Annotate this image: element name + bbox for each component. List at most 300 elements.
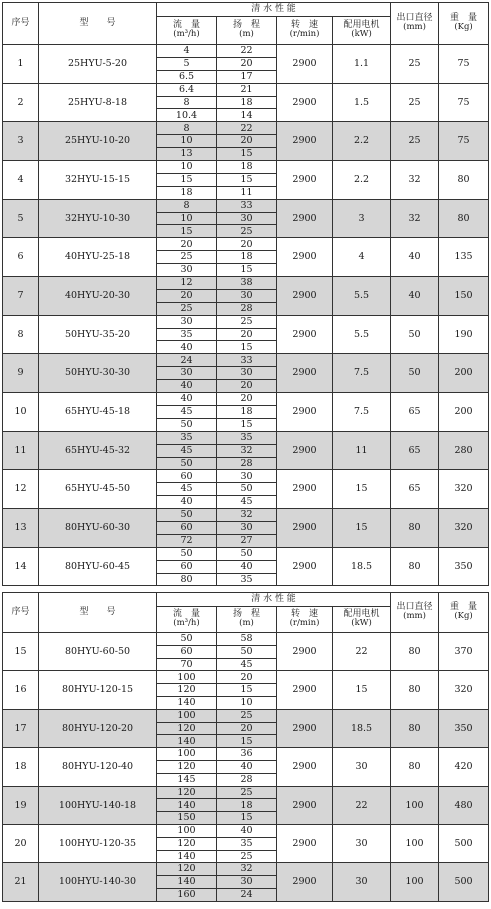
row-head: 40 xyxy=(217,824,277,837)
row-head: 22 xyxy=(217,45,277,58)
table-row xyxy=(3,393,489,406)
row-flow: 140 xyxy=(157,735,217,748)
row-head: 21 xyxy=(217,83,277,96)
row-outlet: 80 xyxy=(391,547,439,586)
row-head: 32 xyxy=(217,863,277,876)
row-head: 20 xyxy=(217,57,277,70)
row-head: 30 xyxy=(217,289,277,302)
col-power xyxy=(333,607,391,633)
col-outlet-unit: (mm) xyxy=(403,611,426,622)
col-weight-unit: (Kg) xyxy=(454,611,473,622)
row-outlet: 32 xyxy=(391,161,439,200)
row-flow: 100 xyxy=(157,824,217,837)
table-row xyxy=(3,863,489,876)
col-model: 型 号 xyxy=(39,3,157,45)
row-no: 10 xyxy=(3,393,39,432)
row-flow: 45 xyxy=(157,483,217,496)
row-head: 20 xyxy=(217,328,277,341)
row-weight: 80 xyxy=(439,199,489,238)
row-speed: 2900 xyxy=(277,315,333,354)
row-head: 30 xyxy=(217,521,277,534)
row-head: 33 xyxy=(217,199,277,212)
row-head: 20 xyxy=(217,722,277,735)
row-flow: 50 xyxy=(157,509,217,522)
row-head: 30 xyxy=(217,876,277,889)
row-model: 100HYU-140-30 xyxy=(39,863,157,901)
row-outlet: 80 xyxy=(391,633,439,671)
col-weight-label: 重 量 xyxy=(450,602,478,613)
row-outlet: 80 xyxy=(391,748,439,786)
row-flow: 10 xyxy=(157,135,217,148)
col-outlet-label: 出口直径 xyxy=(396,602,433,613)
row-no: 2 xyxy=(3,83,39,122)
row-flow: 6.5 xyxy=(157,70,217,83)
col-outlet-unit: (mm) xyxy=(403,22,426,33)
col-speed xyxy=(277,607,333,633)
row-power: 15 xyxy=(333,470,391,509)
table-row xyxy=(3,277,489,290)
row-model: 80HYU-60-30 xyxy=(39,509,157,548)
row-flow: 80 xyxy=(157,573,217,586)
table-row xyxy=(3,431,489,444)
row-speed: 2900 xyxy=(277,393,333,432)
table-row xyxy=(3,238,489,251)
row-outlet: 100 xyxy=(391,863,439,901)
row-power: 18.5 xyxy=(333,547,391,586)
row-speed: 2900 xyxy=(277,786,333,824)
col-speed-label: 转 速 xyxy=(290,609,318,620)
row-no: 8 xyxy=(3,315,39,354)
row-speed: 2900 xyxy=(277,122,333,161)
col-model: 型 号 xyxy=(39,593,157,633)
row-model: 25HYU-10-20 xyxy=(39,122,157,161)
row-flow: 5 xyxy=(157,57,217,70)
row-power: 15 xyxy=(333,509,391,548)
row-no: 16 xyxy=(3,671,39,709)
row-weight: 135 xyxy=(439,238,489,277)
row-model: 80HYU-60-50 xyxy=(39,633,157,671)
row-flow: 50 xyxy=(157,547,217,560)
row-flow: 30 xyxy=(157,264,217,277)
row-flow: 8 xyxy=(157,199,217,212)
row-weight: 350 xyxy=(439,709,489,747)
row-power: 22 xyxy=(333,633,391,671)
row-flow: 50 xyxy=(157,457,217,470)
row-head: 32 xyxy=(217,444,277,457)
row-speed: 2900 xyxy=(277,748,333,786)
row-model: 25HYU-5-20 xyxy=(39,45,157,84)
row-flow: 10 xyxy=(157,212,217,225)
row-flow: 35 xyxy=(157,328,217,341)
col-power xyxy=(333,17,391,45)
row-flow: 4 xyxy=(157,45,217,58)
row-head: 35 xyxy=(217,573,277,586)
row-flow: 120 xyxy=(157,684,217,697)
row-power: 5.5 xyxy=(333,315,391,354)
col-weight-unit: (Kg) xyxy=(454,22,473,33)
col-outlet xyxy=(391,3,439,45)
row-flow: 145 xyxy=(157,773,217,786)
row-head: 24 xyxy=(217,888,277,901)
row-flow: 13 xyxy=(157,148,217,161)
row-head: 33 xyxy=(217,354,277,367)
row-flow: 50 xyxy=(157,633,217,646)
col-speed-unit: (r/min) xyxy=(289,618,320,629)
row-speed: 2900 xyxy=(277,671,333,709)
row-flow: 8 xyxy=(157,122,217,135)
row-head: 20 xyxy=(217,671,277,684)
row-flow: 50 xyxy=(157,418,217,431)
row-head: 40 xyxy=(217,760,277,773)
col-power-unit: (kW) xyxy=(351,618,372,629)
row-no: 4 xyxy=(3,161,39,200)
table-row xyxy=(3,547,489,560)
row-outlet: 25 xyxy=(391,122,439,161)
row-flow: 72 xyxy=(157,534,217,547)
row-speed: 2900 xyxy=(277,45,333,84)
row-outlet: 100 xyxy=(391,786,439,824)
row-speed: 2900 xyxy=(277,199,333,238)
row-flow: 60 xyxy=(157,645,217,658)
row-speed: 2900 xyxy=(277,863,333,901)
row-flow: 6.4 xyxy=(157,83,217,96)
row-head: 30 xyxy=(217,212,277,225)
pump-spec-table-2 xyxy=(2,592,489,902)
row-head: 10 xyxy=(217,696,277,709)
row-power: 1.5 xyxy=(333,83,391,122)
row-head: 35 xyxy=(217,837,277,850)
col-head xyxy=(217,607,277,633)
col-power-label: 配用电机 xyxy=(343,609,380,620)
row-head: 15 xyxy=(217,264,277,277)
row-flow: 60 xyxy=(157,521,217,534)
row-flow: 120 xyxy=(157,760,217,773)
row-flow: 30 xyxy=(157,315,217,328)
col-head-label: 扬 程 xyxy=(232,20,260,31)
row-weight: 280 xyxy=(439,431,489,470)
row-no: 11 xyxy=(3,431,39,470)
row-power: 30 xyxy=(333,824,391,862)
row-model: 32HYU-10-30 xyxy=(39,199,157,238)
row-power: 1.1 xyxy=(333,45,391,84)
row-model: 50HYU-30-30 xyxy=(39,354,157,393)
row-power: 22 xyxy=(333,786,391,824)
row-outlet: 80 xyxy=(391,671,439,709)
row-flow: 20 xyxy=(157,289,217,302)
row-outlet: 50 xyxy=(391,354,439,393)
row-head: 15 xyxy=(217,341,277,354)
row-outlet: 100 xyxy=(391,824,439,862)
col-power-label: 配用电机 xyxy=(343,20,380,31)
row-head: 20 xyxy=(217,238,277,251)
table-row xyxy=(3,824,489,837)
row-head: 50 xyxy=(217,547,277,560)
row-flow: 45 xyxy=(157,444,217,457)
row-model: 25HYU-8-18 xyxy=(39,83,157,122)
row-head: 14 xyxy=(217,109,277,122)
col-head xyxy=(217,17,277,45)
row-outlet: 40 xyxy=(391,238,439,277)
row-model: 40HYU-20-30 xyxy=(39,277,157,316)
row-head: 18 xyxy=(217,251,277,264)
row-head: 18 xyxy=(217,161,277,174)
row-head: 45 xyxy=(217,658,277,671)
table-row xyxy=(3,122,489,135)
row-head: 18 xyxy=(217,405,277,418)
col-weight xyxy=(439,3,489,45)
row-weight: 350 xyxy=(439,547,489,586)
row-flow: 120 xyxy=(157,863,217,876)
row-speed: 2900 xyxy=(277,824,333,862)
row-flow: 8 xyxy=(157,96,217,109)
table-row xyxy=(3,199,489,212)
row-model: 40HYU-25-18 xyxy=(39,238,157,277)
row-flow: 140 xyxy=(157,799,217,812)
row-head: 15 xyxy=(217,812,277,825)
row-head: 11 xyxy=(217,186,277,199)
row-head: 30 xyxy=(217,367,277,380)
row-outlet: 65 xyxy=(391,393,439,432)
row-model: 80HYU-60-45 xyxy=(39,547,157,586)
row-no: 19 xyxy=(3,786,39,824)
row-speed: 2900 xyxy=(277,161,333,200)
table-row xyxy=(3,83,489,96)
col-flow xyxy=(157,17,217,45)
row-no: 6 xyxy=(3,238,39,277)
col-head-unit: (m) xyxy=(239,29,254,40)
row-flow: 60 xyxy=(157,560,217,573)
row-weight: 500 xyxy=(439,863,489,901)
row-weight: 320 xyxy=(439,470,489,509)
row-flow: 140 xyxy=(157,850,217,863)
row-speed: 2900 xyxy=(277,83,333,122)
table-row xyxy=(3,315,489,328)
row-power: 3 xyxy=(333,199,391,238)
row-head: 15 xyxy=(217,148,277,161)
row-flow: 140 xyxy=(157,696,217,709)
col-flow-unit: (m³/h) xyxy=(173,29,200,40)
row-flow: 30 xyxy=(157,367,217,380)
row-flow: 40 xyxy=(157,496,217,509)
row-flow: 15 xyxy=(157,225,217,238)
row-model: 32HYU-15-15 xyxy=(39,161,157,200)
row-power: 2.2 xyxy=(333,122,391,161)
col-head-unit: (m) xyxy=(239,618,254,629)
row-power: 11 xyxy=(333,431,391,470)
row-weight: 420 xyxy=(439,748,489,786)
row-outlet: 25 xyxy=(391,45,439,84)
row-power: 2.2 xyxy=(333,161,391,200)
row-no: 7 xyxy=(3,277,39,316)
row-flow: 10.4 xyxy=(157,109,217,122)
col-flow-label: 流 量 xyxy=(172,20,200,31)
col-outlet xyxy=(391,593,439,633)
row-speed: 2900 xyxy=(277,633,333,671)
col-speed-unit: (r/min) xyxy=(289,29,320,40)
row-head: 40 xyxy=(217,560,277,573)
row-head: 28 xyxy=(217,457,277,470)
col-flow-unit: (m³/h) xyxy=(173,618,200,629)
table-row xyxy=(3,354,489,367)
row-head: 25 xyxy=(217,786,277,799)
row-no: 21 xyxy=(3,863,39,901)
row-flow: 60 xyxy=(157,470,217,483)
table-row xyxy=(3,709,489,722)
col-weight-label: 重 量 xyxy=(450,13,478,24)
row-model: 80HYU-120-40 xyxy=(39,748,157,786)
row-head: 15 xyxy=(217,735,277,748)
row-head: 17 xyxy=(217,70,277,83)
row-head: 58 xyxy=(217,633,277,646)
table-row xyxy=(3,470,489,483)
row-no: 15 xyxy=(3,633,39,671)
col-power-unit: (kW) xyxy=(351,29,372,40)
row-head: 28 xyxy=(217,773,277,786)
row-head: 22 xyxy=(217,122,277,135)
row-model: 50HYU-35-20 xyxy=(39,315,157,354)
col-performance: 清 水 性 能 xyxy=(157,3,391,17)
row-flow: 20 xyxy=(157,238,217,251)
col-flow xyxy=(157,607,217,633)
row-model: 65HYU-45-18 xyxy=(39,393,157,432)
row-weight: 80 xyxy=(439,161,489,200)
table-row xyxy=(3,748,489,761)
table-row xyxy=(3,509,489,522)
row-outlet: 80 xyxy=(391,709,439,747)
row-head: 25 xyxy=(217,315,277,328)
row-outlet: 65 xyxy=(391,431,439,470)
row-power: 30 xyxy=(333,748,391,786)
col-flow-label: 流 量 xyxy=(172,609,200,620)
row-model: 100HYU-120-35 xyxy=(39,824,157,862)
row-model: 80HYU-120-20 xyxy=(39,709,157,747)
row-outlet: 65 xyxy=(391,470,439,509)
row-flow: 100 xyxy=(157,748,217,761)
row-head: 36 xyxy=(217,748,277,761)
row-speed: 2900 xyxy=(277,709,333,747)
row-head: 35 xyxy=(217,431,277,444)
row-power: 30 xyxy=(333,863,391,901)
table-row xyxy=(3,45,489,58)
col-speed xyxy=(277,17,333,45)
row-speed: 2900 xyxy=(277,470,333,509)
row-head: 20 xyxy=(217,393,277,406)
row-flow: 100 xyxy=(157,671,217,684)
row-flow: 70 xyxy=(157,658,217,671)
row-head: 18 xyxy=(217,799,277,812)
row-head: 18 xyxy=(217,96,277,109)
col-no: 序号 xyxy=(3,593,39,633)
col-weight xyxy=(439,593,489,633)
row-no: 17 xyxy=(3,709,39,747)
row-flow: 160 xyxy=(157,888,217,901)
row-head: 27 xyxy=(217,534,277,547)
row-model: 65HYU-45-32 xyxy=(39,431,157,470)
row-weight: 370 xyxy=(439,633,489,671)
table-row xyxy=(3,161,489,174)
row-weight: 320 xyxy=(439,509,489,548)
row-no: 20 xyxy=(3,824,39,862)
row-flow: 25 xyxy=(157,302,217,315)
row-outlet: 32 xyxy=(391,199,439,238)
row-weight: 500 xyxy=(439,824,489,862)
row-head: 30 xyxy=(217,470,277,483)
row-power: 5.5 xyxy=(333,277,391,316)
row-model: 80HYU-120-15 xyxy=(39,671,157,709)
row-weight: 190 xyxy=(439,315,489,354)
row-power: 7.5 xyxy=(333,354,391,393)
row-outlet: 25 xyxy=(391,83,439,122)
row-head: 45 xyxy=(217,496,277,509)
row-flow: 120 xyxy=(157,722,217,735)
row-head: 50 xyxy=(217,645,277,658)
row-no: 1 xyxy=(3,45,39,84)
row-model: 100HYU-140-18 xyxy=(39,786,157,824)
row-flow: 40 xyxy=(157,393,217,406)
row-flow: 35 xyxy=(157,431,217,444)
row-weight: 150 xyxy=(439,277,489,316)
row-flow: 12 xyxy=(157,277,217,290)
row-flow: 40 xyxy=(157,341,217,354)
row-speed: 2900 xyxy=(277,354,333,393)
row-head: 25 xyxy=(217,850,277,863)
row-flow: 120 xyxy=(157,786,217,799)
row-flow: 10 xyxy=(157,161,217,174)
row-model: 65HYU-45-50 xyxy=(39,470,157,509)
row-weight: 75 xyxy=(439,45,489,84)
row-speed: 2900 xyxy=(277,238,333,277)
row-speed: 2900 xyxy=(277,431,333,470)
col-head-label: 扬 程 xyxy=(232,609,260,620)
table-row xyxy=(3,671,489,684)
row-flow: 24 xyxy=(157,354,217,367)
row-weight: 75 xyxy=(439,122,489,161)
row-head: 38 xyxy=(217,277,277,290)
col-no: 序号 xyxy=(3,3,39,45)
row-flow: 40 xyxy=(157,380,217,393)
row-power: 18.5 xyxy=(333,709,391,747)
row-head: 20 xyxy=(217,135,277,148)
col-performance: 清 水 性 能 xyxy=(157,593,391,607)
col-outlet-label: 出口直径 xyxy=(396,13,433,24)
row-head: 15 xyxy=(217,418,277,431)
row-head: 32 xyxy=(217,509,277,522)
row-flow: 120 xyxy=(157,837,217,850)
row-speed: 2900 xyxy=(277,277,333,316)
row-no: 13 xyxy=(3,509,39,548)
row-speed: 2900 xyxy=(277,509,333,548)
col-speed-label: 转 速 xyxy=(290,20,318,31)
row-flow: 45 xyxy=(157,405,217,418)
table-row xyxy=(3,786,489,799)
row-flow: 150 xyxy=(157,812,217,825)
row-no: 3 xyxy=(3,122,39,161)
row-power: 7.5 xyxy=(333,393,391,432)
row-weight: 200 xyxy=(439,393,489,432)
row-no: 12 xyxy=(3,470,39,509)
row-head: 20 xyxy=(217,380,277,393)
row-outlet: 50 xyxy=(391,315,439,354)
row-no: 9 xyxy=(3,354,39,393)
row-outlet: 40 xyxy=(391,277,439,316)
row-power: 4 xyxy=(333,238,391,277)
row-weight: 480 xyxy=(439,786,489,824)
row-flow: 18 xyxy=(157,186,217,199)
row-outlet: 80 xyxy=(391,509,439,548)
row-no: 18 xyxy=(3,748,39,786)
row-no: 14 xyxy=(3,547,39,586)
row-power: 15 xyxy=(333,671,391,709)
